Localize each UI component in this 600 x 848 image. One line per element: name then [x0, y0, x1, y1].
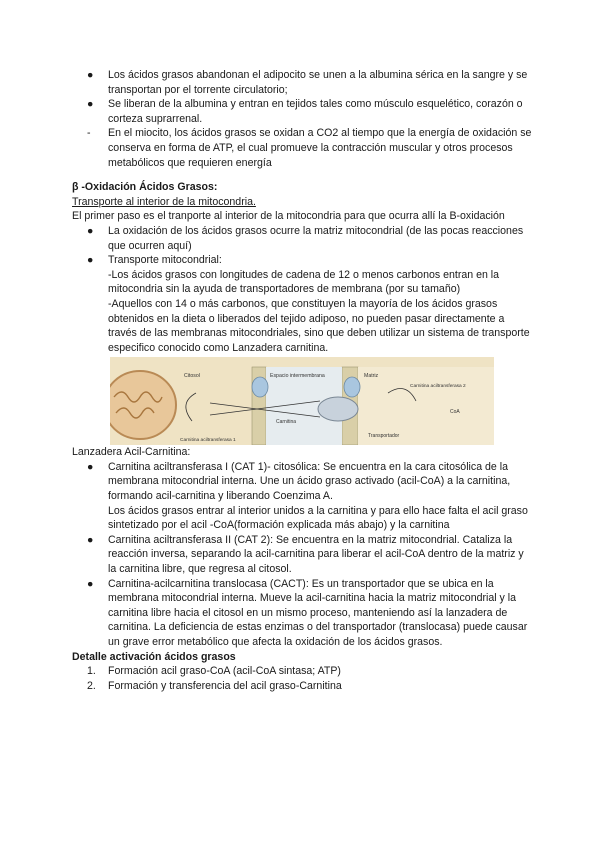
bullet-icon: ● [87, 533, 94, 546]
bullet-icon: ● [87, 460, 94, 473]
figure-graphic [110, 357, 494, 445]
numbered-item [72, 664, 532, 679]
list-item-text: Formación y transferencia del acil graso-Carnitina [108, 679, 342, 692]
numbered-item [72, 679, 532, 694]
subsection-title: Transporte al interior de la mitocondria. [72, 195, 256, 208]
list-item-text: Carnitina-acilcarnitina translocasa (CACT): Es un transportador que se ubica en la membrana mitocondrial interna. Mueve la acil-carnitina hacia la matriz mitocondrial y la carnitina libre hacia el citosol en un mismo proceso, manteniendo así la lanzadera de carnitina. La deficiencia de estas enzimas o del transportador (translocasa) puede causar un grave error metabólico que afecta la oxidación de los ácidos grasos. [108, 577, 528, 648]
list-item-text: En el miocito, los ácidos grasos se oxidan a CO2 al tiempo que la energía de oxidación se conserva en forma de ATP, el cual promueve la contracción muscular y otros procesos metabólicos que requieren energía [108, 127, 532, 169]
mitochondria-transport-figure [110, 357, 494, 445]
list-item [72, 577, 532, 650]
list-item-text: Carnitina aciltransferasa II (CAT 2): Se encuentra en la matriz mitocondrial. Cataliza la reacción inversa, separando la acil-carnitina para liberar el acil-CoA dentro de la matriz y la carnitina libre, que regresa al citosol. [108, 533, 524, 576]
dash-list-item [72, 126, 532, 170]
mitochondrion-shape [110, 371, 176, 439]
list-item [72, 253, 532, 355]
lanzadera-title: Lanzadera Acil-Carnitina: [72, 446, 191, 459]
list-item-text: Los ácidos grasos abandonan el adipocito se unen a la albumina sérica en la sangre y se transportan por el torrente circulatorio; [108, 69, 528, 96]
sub-paragraph: -Aquellos con 14 o más carbonos, que constituyen la mayoría de los ácidos grasos obtenidos en la dieta o liberados del tejido adiposo, no pueden pasar directamente a través de las membranas mitocondriales, sino que deben utilizar un sistema de transporte especifico conocido como Lanzadera carnitina. [108, 297, 530, 354]
label-matriz: Matriz [364, 373, 379, 380]
sub-paragraph: -Los ácidos grasos con longitudes de cadena de 12 o menos carbonos entran en la mitocondria sin la ayuda de transportadores de membrana (por su tamaño) [108, 268, 500, 296]
detalle-numbered-list [72, 664, 532, 693]
label-citosol: Citosol [184, 373, 200, 380]
label-coa: CoA [450, 409, 460, 416]
label-cat1: Carnitina aciltransferasa 1 [180, 438, 236, 444]
list-item-text: La oxidación de los ácidos grasos ocurre la matriz mitocondrial (de las pocas reacciones que ocurren aquí) [108, 224, 524, 252]
bullet-icon: ● [87, 254, 94, 267]
list-item-text: Carnitina aciltransferasa I (CAT 1)- citosólica: Se encuentra en la cara citosólica de la membrana mitocondrial interna. Une un ácido graso activado (acil-CoA) a la carnitina, formando acil-carnitina y liberando Coenzima A. [108, 460, 511, 503]
section-title: β -Oxidación Ácidos Grasos: [72, 181, 218, 194]
list-item [72, 224, 532, 253]
bullet-icon: ● [87, 98, 94, 111]
intro-paragraph: El primer paso es el tranporte al interior de la mitocondria para que ocurra allí la B-oxidación [72, 210, 505, 223]
item-number: 2. [87, 679, 96, 692]
transport-bullet-list [72, 224, 532, 355]
list-item [72, 460, 532, 533]
list-item [72, 68, 532, 97]
item-number: 1. [87, 665, 96, 678]
label-cat2: Carnitina aciltransferasa 2 [410, 384, 466, 390]
detalle-title: Detalle activación ácidos grasos [72, 650, 236, 663]
list-item-text: Se liberan de la albumina y entran en tejidos tales como músculo esquelético, corazón o corteza suprarrenal. [108, 98, 523, 125]
list-item-text: Transporte mitocondrial: [108, 254, 222, 267]
translocase-shape [318, 397, 358, 421]
list-item [72, 533, 532, 577]
intro-bullet-list [72, 68, 532, 170]
list-item-extra: Los ácidos grasos entrar al interior unidos a la carnitina y para ello hace falta el acil graso sintetizado por el acil -CoA(formación explicada más abajo) y la carnitina [108, 504, 528, 532]
lanzadera-bullet-list [72, 460, 532, 650]
bullet-icon: ● [87, 577, 94, 590]
list-item-text: Formación acil graso-CoA (acil-CoA sintasa; ATP) [108, 665, 341, 678]
bullet-icon: ● [87, 69, 94, 81]
list-item [72, 97, 532, 126]
label-transportador: Transportador [368, 433, 400, 440]
document-content [72, 68, 532, 693]
bullet-icon: ● [87, 224, 94, 237]
label-carnitina: Carnitina [276, 419, 297, 426]
label-espacio: Espacio intermembrana [270, 373, 325, 380]
dash-icon: - [87, 127, 91, 140]
